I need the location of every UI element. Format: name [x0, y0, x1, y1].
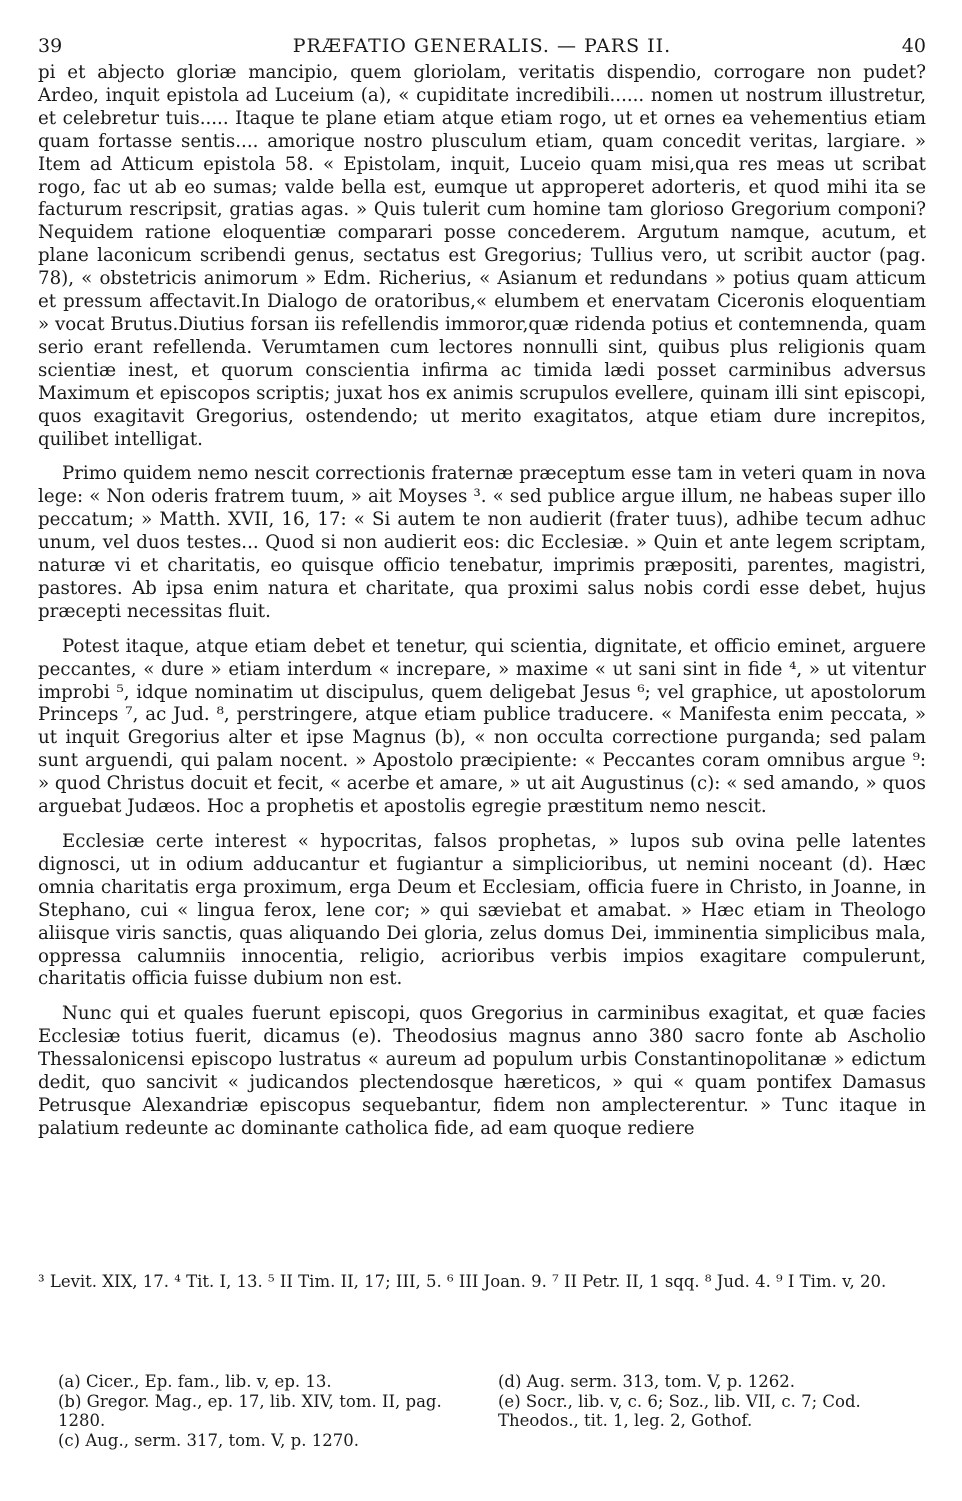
- paragraph-5: Nunc qui et quales fuerunt episcopi, quos Gregorius in carminibus exagitat, et quæ facies Ecclesiæ totius fuerit, dicamus (e). Theodosius magnus anno 380 sacro fonte ab Ascholio Thessalonicensi episcopo lustratus « aureum ad populum urbis Constantinopolitanæ » edictum dedit, quo sancivit « judicandos plectendosque hæreticos, » qui « quam pontifex Damasus Petrusque Alexandriæ episcopus sequebantur, fidem non amplecterentur. » Tunc itaque in palatium redeunte ac dominante catholica fide, ad eam quoque rediere: [38, 1003, 926, 1139]
- paragraph-2: Primo quidem nemo nescit correctionis fraternæ præceptum esse tam in veteri quam in nova lege: « Non oderis fratrem tuum, » ait Moyses ³. « sed publice argue illum, ne habeas super illo peccatum; » Matth. XVII, 16, 17: « Si autem te non audierit (frater tuus), adhibe tecum adhuc unum, vel duos testes... Quod si non audierit eos: dic Ecclesiæ. » Quin et ante legem scriptam, naturæ vi et charitatis, eo quisque officio tenebatur, imprimis præpositi, parentes, magistri, pastores. Ab ipsa enim natura et charitate, qua proximi salus nobis cordi esse debet, hujus præcepti necessitas fluit.: [38, 463, 926, 622]
- references-left-column: [58, 1372, 488, 1450]
- paragraph-1: pi et abjecto gloriæ mancipio, quem gloriolam, veritatis dispendio, corrogare non pudet? Ardeo, inquit epistola ad Luceium (a), « cupiditate incredibili...... nomen ut nostrum illustretur, et celebretur tuis..... Itaque te plane etiam atque etiam rogo, ut et ornes ea vehementius etiam quam fortasse sentis.... amorique nostro plusculum etiam, quam concedit veritas, largiare. » Item ad Atticum epistola 58. « Epistolam, inquit, Luceio quam misi,qua res meas ut scribat rogo, fac ut ab eo sumas; valde bella est, eumque ut approperet adorteris, et quod mihi ita se facturum rescripsit, gratias agas. » Quis tulerit cum homine tam glorioso Gregorium componi? Nequidem ratione eloquentiæ comparari posse concederem. Argutum namque, acutum, et plane laconicum scribendi genus, sectatus est Gregorius; Tullius vero, ut scribit auctor (pag. 78), « obstetricis animorum » Edm. Richerius, « Asianum et redundans » potius quam atticum et pressum affectavit.In Dialogo de oratoribus,« elumbem et enervatam Ciceronis eloquentiam » vocat Brutus.Diutius forsan iis refellendis immoror,quæ ridenda potius et contemnenda, quam serio erant refellenda. Verumtamen cum lectores nonnulli sint, quibus plus religionis quam scientiæ inest, et quorum conscientia infirma ac timida lædi posset carminibus adversus Maximum et episcopos scriptis; juxat hos ex animis scrupulos evellere, quinam illi sint episcopi, quos exagitavit Gregorius, ostendendo; ut merito exagitatos, atque etiam dure increpitos, quilibet intelligat.: [38, 62, 926, 450]
- lettered-references: [58, 1372, 926, 1450]
- references-right-column: [498, 1372, 926, 1450]
- paragraph-3: Potest itaque, atque etiam debet et tenetur, qui scientia, dignitate, et officio eminet, arguere peccantes, « dure » etiam interdum « increpare, » maxime « ut sani sint in fide ⁴, » ut vitentur improbi ⁵, idque nominatim ut discipulus, quem deligebat Jesus ⁶; vel graphice, ut apostolorum Princeps ⁷, ac Jud. ⁸, perstringere, atque etiam publice traducere. « Manifesta enim peccata, » ut inquit Gregorius alter et ipse Magnus (b), « non occulta correctione purganda; sed palam sunt arguendi, qui palam nocent. » Apostolo præcipiente: « Peccantes coram omnibus argue ⁹: » quod Christus docuit et fecit, « acerbe et amare, » ut ait Augustinus (c): « sed amando, » quos arguebat Judæos. Hoc a prophetis et apostolis egregie præstitum nemo nescit.: [38, 635, 926, 818]
- page: [38, 36, 926, 1141]
- reference-b: (b) Gregor. Mag., ep. 17, lib. XIV, tom. II, pag. 1280.: [58, 1391, 442, 1430]
- running-header: [38, 36, 926, 60]
- numbered-footnotes: ³ Levit. XIX, 17. ⁴ Tit. I, 13. ⁵ II Tim. II, 17; III, 5. ⁶ III Joan. 9. ⁷ II Petr. II, 1 sqq. ⁸ Jud. 4. ⁹ I Tim. v, 20.: [38, 1272, 887, 1291]
- reference-e: (e) Socr., lib. v, c. 6; Soz., lib. VII, c. 7; Cod. Theodos., tit. 1, leg. 2, Gothof.: [498, 1391, 861, 1430]
- running-title: PRÆFATIO GENERALIS. — PARS II.: [292, 35, 672, 57]
- reference-a: (a) Cicer., Ep. fam., lib. v, ep. 13.: [58, 1372, 332, 1391]
- page-number-right: 40: [901, 35, 926, 57]
- reference-d: (d) Aug. serm. 313, tom. V, p. 1262.: [498, 1372, 796, 1391]
- page-number-left: 39: [38, 35, 63, 57]
- reference-c: (c) Aug., serm. 317, tom. V, p. 1270.: [58, 1430, 359, 1450]
- paragraph-4: Ecclesiæ certe interest « hypocritas, falsos prophetas, » lupos sub ovina pelle latentes dignosci, ut in odium adducantur et fugiantur a simplicioribus, ut nemini noceant (d). Hæc omnia charitatis erga proximum, erga Deum et Ecclesiam, officia fuere in Christo, in Joanne, in Stephano, cui « lingua ferox, lene cor; » qui sæviebat et amabat. » Hæc etiam in Theologo aliisque viris sanctis, quas aliquando Dei gloria, zelus domus Dei, imminentia simplicibus mala, oppressa calumniis innocentia, religio, acrioribus verbis impios exagitare compulerunt, charitatis officia fuisse dubium non est.: [38, 831, 926, 990]
- main-text: [38, 62, 926, 1141]
